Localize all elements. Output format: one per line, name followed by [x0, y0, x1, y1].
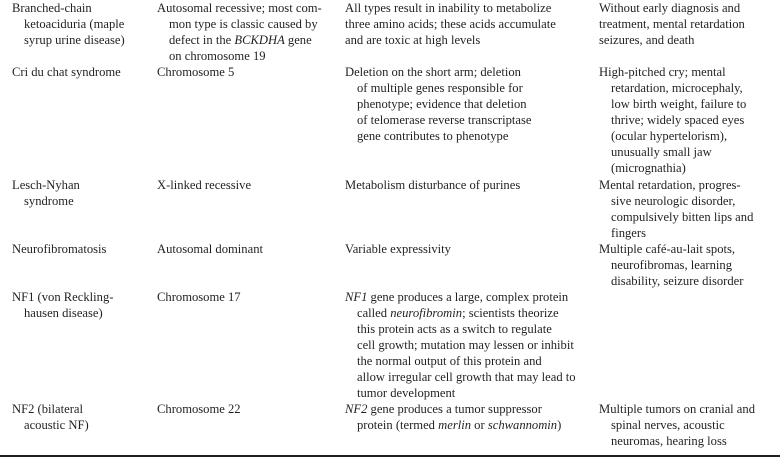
text-line: disability, seizure disorder [611, 274, 744, 288]
disorder-cell [12, 401, 152, 433]
cause-cell [345, 177, 590, 193]
text-line: Neurofibromatosis [12, 242, 107, 256]
text-line: the normal output of this protein and [357, 354, 542, 368]
disorder-cell [12, 177, 152, 209]
text-line: NF1 gene produces a large, complex protein [345, 290, 569, 304]
text-line: tumor development [357, 386, 456, 400]
cause-cell [345, 401, 590, 433]
cause-cell [345, 64, 590, 144]
text-line: Chromosome 22 [157, 402, 241, 416]
text-line: thrive; widely spaced eyes [611, 113, 745, 127]
text-line: on chromosome 19 [169, 49, 266, 63]
text-line: Chromosome 17 [157, 290, 241, 304]
symptoms-cell [599, 241, 777, 289]
cause-cell [345, 241, 590, 257]
text-line: (micrognathia) [611, 161, 686, 175]
text-line: fingers [611, 226, 646, 240]
text-line: three amino acids; these acids accumulate [345, 17, 556, 31]
text-line: NF2 gene produces a tumor suppressor [345, 402, 542, 416]
inheritance-cell [157, 241, 337, 257]
text-line: Autosomal recessive; most com- [157, 1, 322, 15]
text-line: mon type is classic caused by [169, 17, 318, 31]
symptoms-cell [599, 177, 777, 241]
text-line: High-pitched cry; mental [599, 65, 726, 79]
inheritance-cell [157, 401, 337, 417]
cause-cell [345, 0, 590, 48]
text-line: syrup urine disease) [24, 33, 125, 47]
text-line: syndrome [24, 194, 74, 208]
text-line: Cri du chat syndrome [12, 65, 121, 79]
text-line: Branched-chain [12, 1, 92, 15]
symptoms-cell [599, 0, 777, 48]
text-line: neurofibromas, learning [611, 258, 732, 272]
inheritance-cell [157, 177, 337, 193]
text-line: Multiple tumors on cranial and [599, 402, 755, 416]
text-line: Metabolism disturbance of purines [345, 178, 521, 192]
text-line: compulsively bitten lips and [611, 210, 754, 224]
text-line: Deletion on the short arm; deletion [345, 65, 521, 79]
text-line: Variable expressivity [345, 242, 451, 256]
text-line: Lesch-Nyhan [12, 178, 80, 192]
text-line: All types result in inability to metabolize [345, 1, 552, 15]
text-line: defect in the BCKDHA gene [169, 33, 312, 47]
text-line: neuromas, hearing loss [611, 434, 727, 448]
text-line: Without early diagnosis and [599, 1, 741, 15]
text-line: gene contributes to phenotype [357, 129, 509, 143]
text-line: ketoaciduria (maple [24, 17, 125, 31]
text-line: called neurofibromin; scientists theorize [357, 306, 559, 320]
text-line: (ocular hypertelorism), [611, 129, 728, 143]
text-line: phenotype; evidence that deletion [357, 97, 527, 111]
symptoms-cell [599, 401, 777, 449]
text-line: Mental retardation, progres- [599, 178, 741, 192]
text-line: and are toxic at high levels [345, 33, 481, 47]
text-line: sive neurologic disorder, [611, 194, 736, 208]
text-line: allow irregular cell growth that may lead to [357, 370, 576, 384]
disorder-cell [12, 64, 152, 80]
text-line: X-linked recessive [157, 178, 252, 192]
text-line: of multiple genes responsible for [357, 81, 523, 95]
disorder-cell [12, 0, 152, 48]
text-line: spinal nerves, acoustic [611, 418, 725, 432]
text-line: seizures, and death [599, 33, 695, 47]
disorder-cell [12, 241, 152, 257]
text-line: treatment, mental retardation [599, 17, 745, 31]
inheritance-cell [157, 64, 337, 80]
text-line: protein (termed merlin or schwannomin) [357, 418, 562, 432]
text-line: hausen disease) [24, 306, 103, 320]
text-line: retardation, microcephaly, [611, 81, 743, 95]
text-line: unusually small jaw [611, 145, 712, 159]
text-line: this protein acts as a switch to regulate [357, 322, 552, 336]
cause-cell [345, 289, 590, 401]
text-line: low birth weight, failure to [611, 97, 747, 111]
disorder-cell [12, 289, 152, 321]
text-line: NF2 (bilateral [12, 402, 83, 416]
text-line: cell growth; mutation may lessen or inhibit [357, 338, 574, 352]
text-line: NF1 (von Reckling- [12, 290, 114, 304]
inheritance-cell [157, 289, 337, 305]
text-line: Chromosome 5 [157, 65, 235, 79]
text-line: Multiple café-au-lait spots, [599, 242, 736, 256]
text-line: Autosomal dominant [157, 242, 263, 256]
symptoms-cell [599, 64, 777, 176]
text-line: acoustic NF) [24, 418, 89, 432]
inheritance-cell [157, 0, 337, 64]
text-line: of telomerase reverse transcriptase [357, 113, 532, 127]
